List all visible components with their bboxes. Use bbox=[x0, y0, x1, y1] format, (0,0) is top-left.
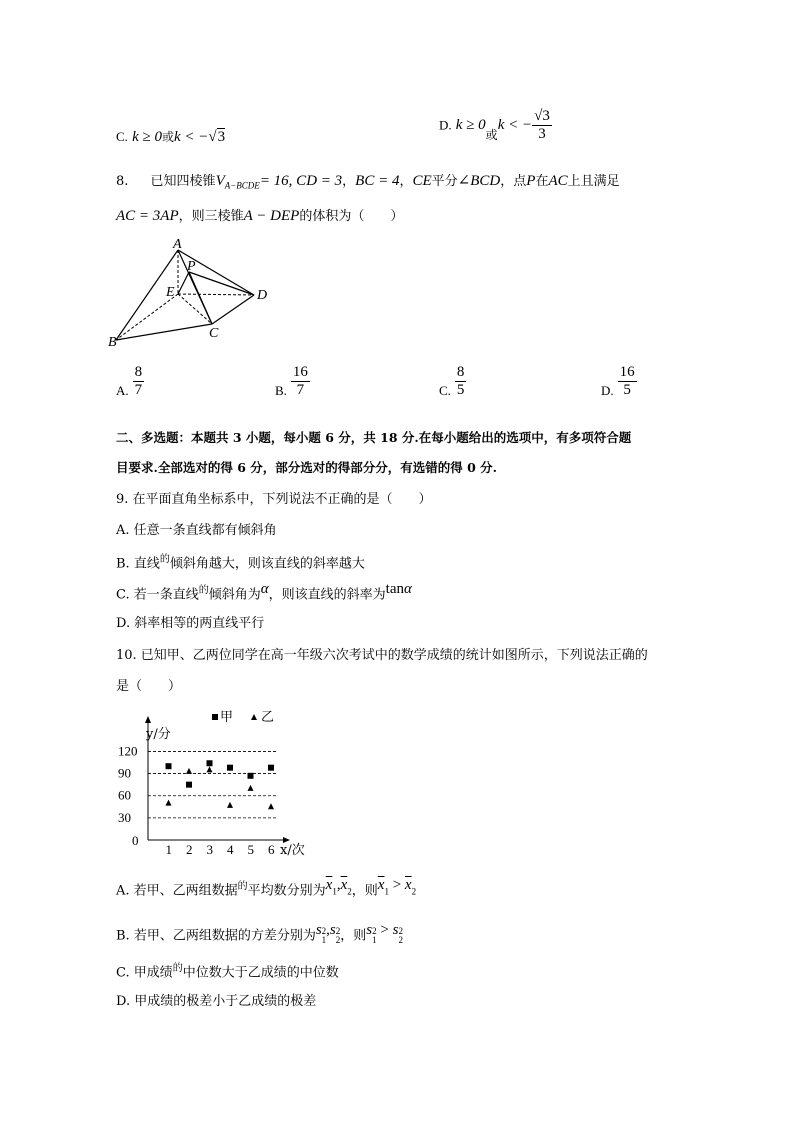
point-yi-5 bbox=[248, 785, 254, 791]
x-tick-label-3: 3 bbox=[206, 842, 213, 857]
q7-option-d: D. k ≥ 0或k < − $\frac{√3}{3}$ bbox=[439, 108, 550, 142]
vertex-e-label: E bbox=[166, 285, 175, 300]
y-tick-label-120: 120 bbox=[118, 743, 138, 759]
point-yi-6 bbox=[268, 803, 274, 809]
q9-stem: 9. 在平面直角坐标系中，下列说法不正确的是（ ） bbox=[116, 492, 432, 507]
point-yi-1 bbox=[166, 800, 172, 806]
pyramid-figure bbox=[108, 232, 278, 352]
vertex-c-label: C bbox=[209, 326, 219, 341]
point-jia-1 bbox=[166, 763, 172, 769]
score-scatter-chart bbox=[116, 706, 316, 861]
point-jia-4 bbox=[227, 765, 233, 771]
q9-option-a: A. 任意一条直线都有倾斜角 bbox=[116, 523, 277, 538]
point-yi-3 bbox=[207, 766, 213, 772]
x-tick-label-1: 1 bbox=[165, 842, 172, 857]
vertex-b-label: B bbox=[108, 335, 117, 350]
q8-stem-line1: 8. 已知四棱锥$V_{A-BCDE}= 16$, CD = 3，BC = 4，CE平分∠BCD，点P在AC上且满足 bbox=[116, 173, 620, 191]
q7-option-c: C. k ≥ 0或k < −√3 bbox=[116, 129, 226, 145]
q8-option-a: A. $\frac{8}{7}$ bbox=[116, 364, 143, 398]
legend-label-yi: 乙 bbox=[261, 710, 275, 725]
x-tick-label-6: 6 bbox=[268, 842, 275, 857]
q10-option-b: B. 若甲、乙两组数据的方差分别为s 2 1 ,s 2 2 ，则s 2 1 > s 2 2 bbox=[116, 922, 403, 945]
point-yi-4 bbox=[227, 802, 233, 808]
q9-option-d: D. 斜率相等的两直线平行 bbox=[116, 616, 265, 631]
section2-heading-line1: 二、多选题：本题共 3 小题，每小题 6 分，共 18 分.在每小题给出的选项中，有多项符合题 bbox=[116, 430, 632, 445]
vertex-a-label: A bbox=[173, 237, 182, 252]
point-jia-5 bbox=[248, 773, 254, 779]
x-axis-label: x/次 bbox=[280, 843, 305, 858]
x-tick-label-5: 5 bbox=[247, 842, 254, 857]
point-jia-3 bbox=[207, 760, 213, 766]
vertex-p-label: P bbox=[187, 259, 196, 274]
y-axis-arrow bbox=[145, 716, 151, 723]
legend-square-marker bbox=[212, 714, 218, 720]
q10-stem-line1: 10. 已知甲、乙两位同学在高一年级六次考试中的数学成绩的统计如图所示，下列说法正确的 bbox=[116, 648, 648, 663]
y-tick-label-90: 90 bbox=[118, 765, 131, 781]
q8-option-d: D. $\frac{16}{5}$ bbox=[601, 364, 635, 398]
point-jia-6 bbox=[268, 765, 274, 771]
legend-label-jia: 甲 bbox=[220, 710, 234, 725]
q9-option-c: C. 若一条直线$^的$倾斜角为α，则该直线的斜率为tanα bbox=[116, 581, 412, 603]
q10-option-d: D. 甲成绩的极差小于乙成绩的极差 bbox=[116, 994, 317, 1009]
q8-stem-line2: AC = 3AP，则三棱锥A − DEP的体积为（ ） bbox=[116, 208, 404, 224]
section2-heading-line2: 目要求.全部选对的得 6 分，部分选对的得部分分，有选错的得 0 分. bbox=[116, 460, 498, 475]
q8-option-c: C. $\frac{8}{5}$ bbox=[439, 364, 465, 398]
point-yi-2 bbox=[186, 768, 192, 774]
q10-option-c: C. 甲成绩$^的$中位数大于乙成绩的中位数 bbox=[116, 963, 339, 981]
q10-option-a: A. 若甲、乙两组数据$^的$平均数分别为$\overline{x}1,\overline{x}2$，则$\overline{x}1 > \overline{x}2$ bbox=[116, 877, 417, 899]
y-axis-label: y/分 bbox=[146, 727, 171, 742]
x-tick-label-2: 2 bbox=[186, 842, 193, 857]
q10-stem-line2: 是（ ） bbox=[116, 679, 182, 694]
x-tick-label-4: 4 bbox=[227, 842, 234, 857]
q8-option-b: B. $\frac{16}{7}$ bbox=[275, 364, 308, 398]
origin-label: 0 bbox=[132, 833, 139, 848]
q9-option-b: B. 直线$^的$倾斜角越大，则该直线的斜率越大 bbox=[116, 554, 365, 572]
point-jia-2 bbox=[186, 782, 192, 788]
vertex-d-label: D bbox=[257, 288, 268, 303]
y-tick-label-30: 30 bbox=[118, 809, 131, 825]
y-tick-label-60: 60 bbox=[118, 787, 131, 803]
legend-triangle-marker bbox=[251, 714, 257, 720]
